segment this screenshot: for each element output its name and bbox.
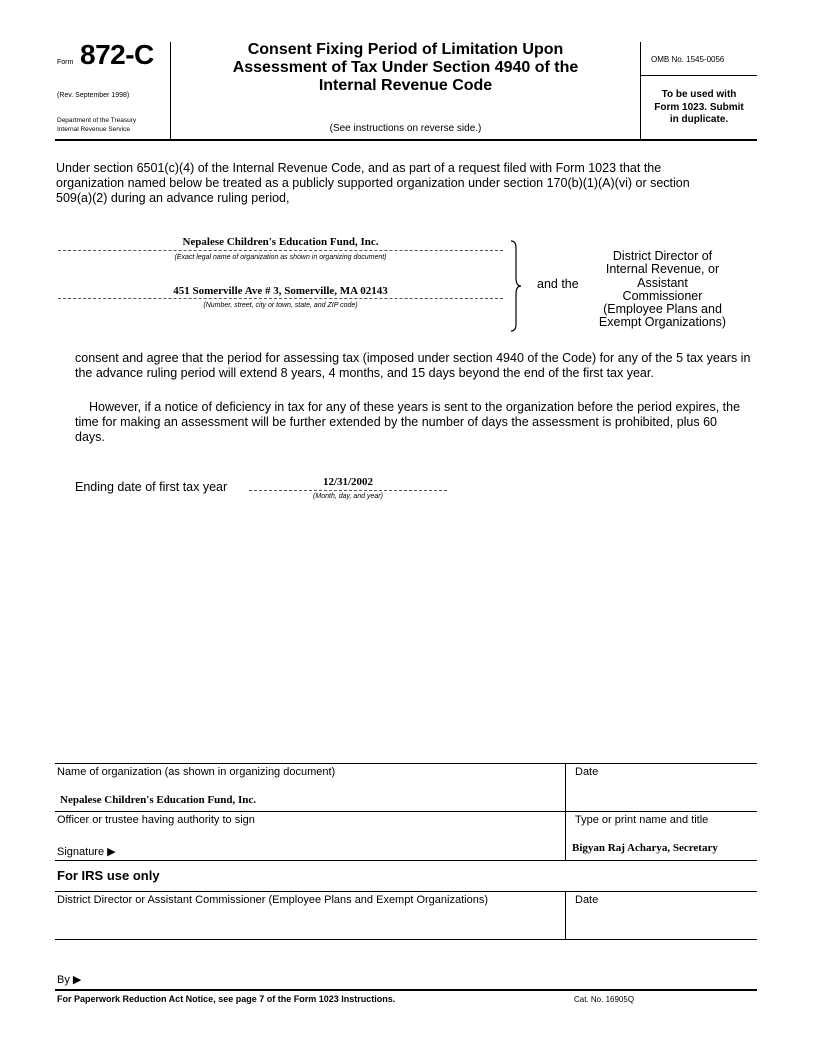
however-paragraph: However, if a notice of deficiency in tax for any of these years is sent to the organization before the period expires, the time for making an assessment will be further extended by the number of days the assessment is prohibited, plus 60 days. <box>75 400 741 444</box>
form-word: Form <box>57 59 74 66</box>
district-director-block <box>590 250 735 330</box>
by-field[interactable]: By ▶ <box>57 974 82 986</box>
ending-date-label: Ending date of first tax year <box>75 480 228 494</box>
use-note-line-3: in duplicate. <box>669 114 729 125</box>
ending-date-caption: (Month, day, and year) <box>313 493 383 500</box>
signature-field[interactable]: Signature ▶ <box>57 846 116 858</box>
director-line-2: Internal Revenue, or <box>605 262 720 277</box>
omb-number: OMB No. 1545-0056 <box>651 55 725 64</box>
catalog-number: Cat. No. 16905Q <box>574 995 635 1004</box>
right-brace-icon <box>508 240 524 332</box>
officer-field-label: Officer or trustee having authority to sign <box>57 814 255 826</box>
department-name: Department of the Treasury <box>57 117 137 124</box>
organization-name-value: Nepalese Children's Education Fund, Inc. <box>182 236 379 248</box>
organization-name-field-value: Nepalese Children's Education Fund, Inc. <box>60 794 257 806</box>
form-title-line-1: Consent Fixing Period of Limitation Upon <box>247 41 564 58</box>
revision-date: (Rev. September 1998) <box>57 92 130 99</box>
organization-address-value: 451 Somerville Ave # 3, Somerville, MA 02143 <box>173 285 388 297</box>
irs-director-field-label: District Director or Assistant Commissioner (Employee Plans and Exempt Organizations) <box>57 894 488 906</box>
header-bottom-rule <box>55 139 757 141</box>
form-title-line-2: Assessment of Tax Under Section 4940 of the <box>232 59 579 76</box>
use-note <box>643 89 755 127</box>
irs-date-field-label: Date <box>575 894 599 906</box>
form-title <box>172 41 639 95</box>
irs-section-bottom-rule <box>55 939 757 940</box>
director-line-5: (Employee Plans and <box>603 302 722 317</box>
signature-table-middle-rule <box>55 811 757 812</box>
irs-section-column-divider <box>565 891 566 939</box>
organization-address-caption: (Number, street, city or town, state, and ZIP code) <box>203 302 358 309</box>
ending-date-line <box>249 490 447 491</box>
director-line-3: Assistant <box>637 275 688 290</box>
use-note-line-1: To be used with <box>661 89 737 100</box>
type-name-field-label: Type or print name and title <box>575 814 709 826</box>
header-divider-right <box>640 42 641 139</box>
director-line-6: Exempt Organizations) <box>598 315 727 330</box>
and-the-text: and the <box>537 277 579 291</box>
organization-address-line <box>58 298 503 299</box>
organization-name-field-label: Name of organization (as shown in organizing document) <box>57 766 336 778</box>
service-name: Internal Revenue Service <box>57 126 130 133</box>
instructions-note: (See instructions on reverse side.) <box>329 123 482 134</box>
intro-paragraph: Under section 6501(c)(4) of the Internal Revenue Code, and as part of a request filed with Form 1023 that the organization named below be treated as a publicly supported organization under section 170(b)(1)(A)(vi) or section 509(a)(2) during an advance ruling period, <box>56 161 690 205</box>
signature-table-bottom-rule <box>55 860 757 861</box>
form-title-line-3: Internal Revenue Code <box>318 77 493 94</box>
omb-divider <box>640 75 757 76</box>
date-field-label-1: Date <box>575 766 599 778</box>
consent-paragraph: consent and agree that the period for assessing tax (imposed under section 4940 of the Code) for any of the 5 tax years in the advance ruling period will extend 8 years, 4 months, and 15 days beyond the end of the first tax year. <box>75 351 751 380</box>
director-line-1: District Director of <box>612 249 713 263</box>
header-divider-left <box>170 42 171 139</box>
organization-name-line <box>58 250 503 251</box>
use-note-line-2: Form 1023. Submit <box>654 101 744 113</box>
type-name-field-value: Bigyan Raj Acharya, Secretary <box>572 842 718 854</box>
footer-rule <box>55 989 757 991</box>
irs-use-heading: For IRS use only <box>57 868 160 883</box>
signature-table-top-rule <box>55 763 757 764</box>
form-number: 872-C <box>80 39 154 70</box>
director-line-4: Commissioner <box>622 288 703 303</box>
ending-date-value: 12/31/2002 <box>322 476 374 488</box>
organization-name-caption: (Exact legal name of organization as shown in organizing document) <box>174 254 387 261</box>
paperwork-notice: For Paperwork Reduction Act Notice, see page 7 of the Form 1023 Instructions. <box>57 994 396 1004</box>
irs-section-top-rule <box>55 891 757 892</box>
